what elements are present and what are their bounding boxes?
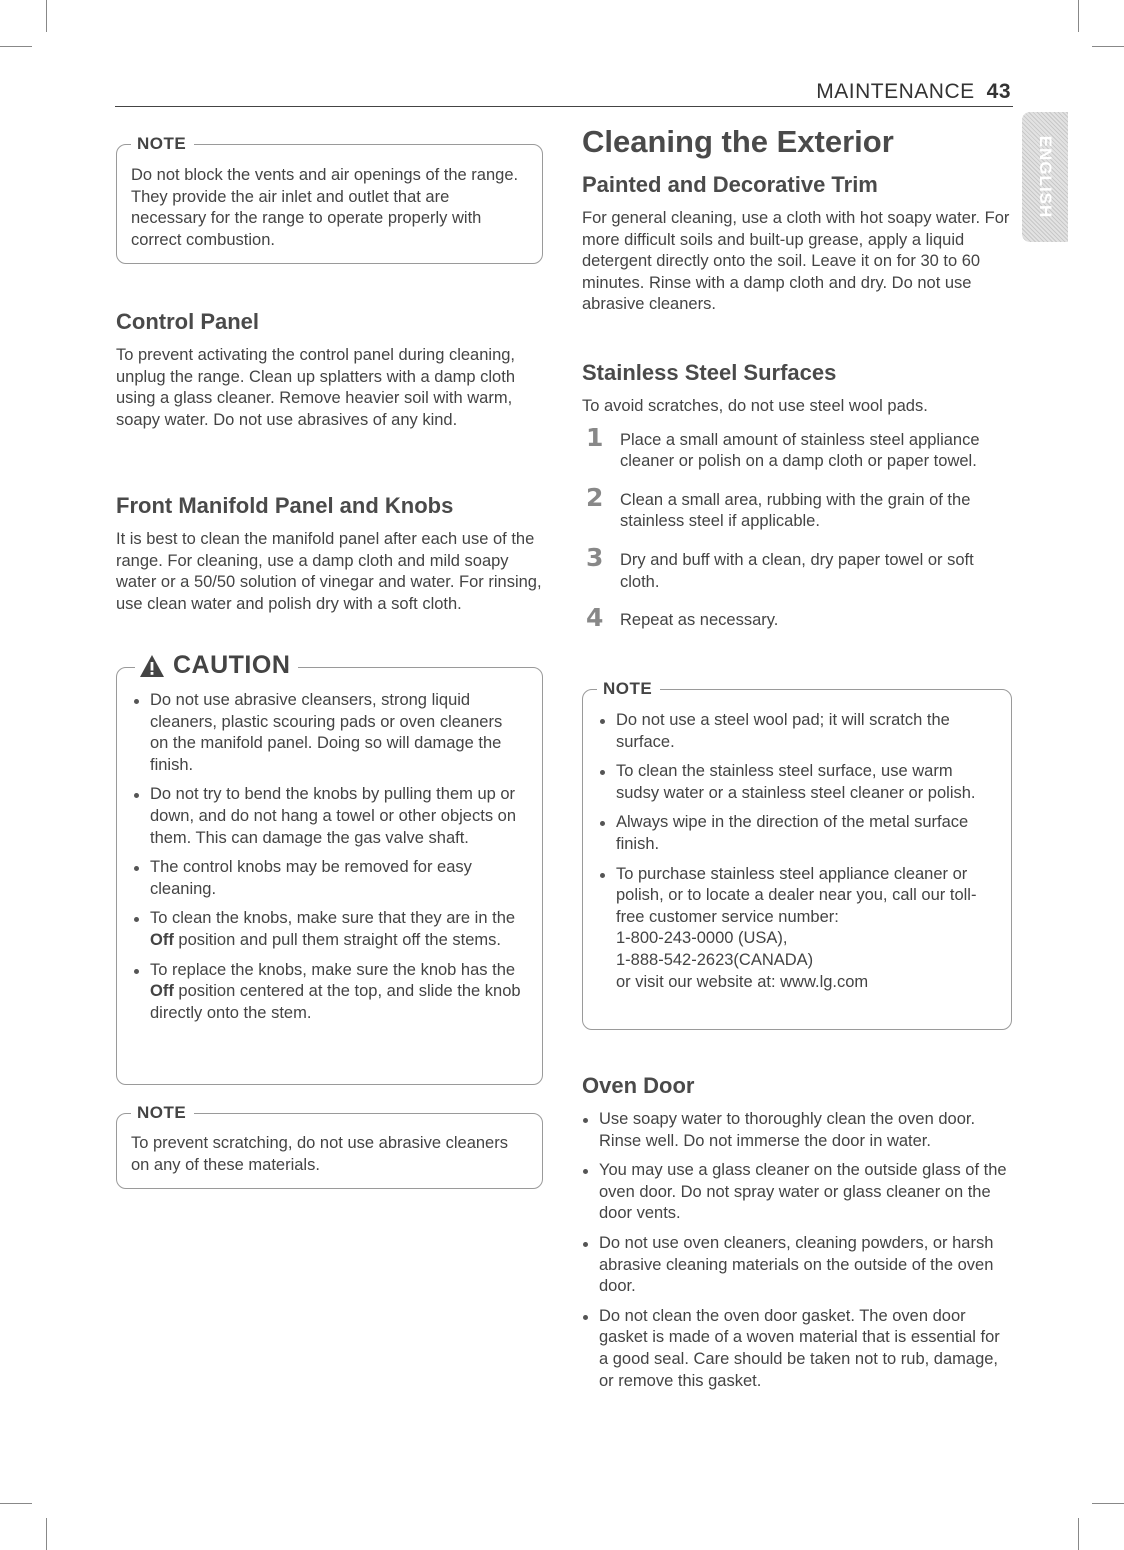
crop-mark (1078, 0, 1079, 32)
section-heading: Oven Door (582, 1073, 695, 1098)
crop-mark (0, 46, 32, 47)
step-number: 1 (586, 422, 604, 452)
list-item: Do not use oven cleaners, cleaning powders, or harsh abrasive cleaning materials on the outside of the oven door. (582, 1233, 1010, 1298)
section-heading: Front Manifold Panel and Knobs (116, 493, 454, 518)
caution-header (135, 651, 298, 680)
step-item (582, 482, 1010, 533)
step-text: Repeat as necessary. (620, 611, 779, 630)
caution-label: CAUTION (173, 651, 291, 679)
crop-mark (46, 0, 47, 32)
crop-mark (1078, 1518, 1079, 1550)
section-text: It is best to clean the manifold panel after each use of the range. For cleaning, use a damp cloth and mild soapy water or a 50/50 solution of vinegar and water. For rinsing, use clean water and polish dry with a soft cloth. (116, 530, 542, 613)
list-item: To clean the knobs, make sure that they are in the Off position and pull them straight off the stems. (133, 908, 525, 951)
phone-canada: 1-888-542-2623(CANADA) (616, 950, 814, 969)
list-item (599, 864, 993, 994)
running-header (816, 80, 1011, 104)
note-box-stainless (582, 679, 1012, 1030)
list-item: You may use a glass cleaner on the outside glass of the oven door. Do not spray water or glass cleaner on the door vents. (582, 1160, 1010, 1225)
phone-usa: 1-800-243-0000 (USA), (616, 929, 788, 948)
note-text: To prevent scratching, do not use abrasive cleaners on any of these materials. (131, 1134, 508, 1174)
section-heading: Painted and Decorative Trim (582, 172, 878, 197)
list-item: Do not use a steel wool pad; it will scratch the surface. (599, 710, 993, 753)
caution-box (116, 651, 543, 1085)
side-tab-label: ENGLISH (1036, 135, 1055, 219)
warning-icon (139, 654, 165, 678)
step-item (582, 603, 1010, 633)
section-heading: Control Panel (116, 309, 260, 334)
oven-door-section (582, 1073, 1010, 1400)
step-number: 3 (586, 542, 604, 572)
front-manifold-section (116, 493, 544, 615)
step-item (582, 422, 1010, 473)
list-item: To replace the knobs, make sure the knob has the Off position centered at the top, and slide the knob directly onto the stem. (133, 960, 525, 1025)
list-item: To clean the stainless steel surface, use warm sudsy water or a stainless steel cleaner or polish. (599, 761, 993, 804)
note-box-scratching (116, 1103, 543, 1189)
section-text: To avoid scratches, do not use steel wool pads. (582, 397, 928, 415)
step-text: Dry and buff with a clean, dry paper towel or soft cloth. (620, 550, 974, 591)
list-item: Do not clean the oven door gasket. The oven door gasket is made of a woven material that is essential for a good seal. Care should be taken not to rub, damage, or remove this gasket. (582, 1306, 1010, 1392)
note-label: NOTE (597, 679, 660, 699)
section-title: MAINTENANCE (816, 80, 975, 103)
page-number: 43 (986, 80, 1011, 103)
caution-list (133, 690, 525, 1032)
page-title: Cleaning the Exterior (582, 124, 894, 159)
crop-mark (0, 1503, 32, 1504)
control-panel-section (116, 309, 544, 431)
list-item: The control knobs may be removed for easy cleaning. (133, 857, 525, 900)
purchase-text: To purchase stainless steel appliance cleaner or polish, or to locate a dealer near you, call our toll-free customer service number: (616, 864, 977, 926)
crop-mark (1092, 46, 1124, 47)
step-item (582, 542, 1010, 593)
list-item: Do not try to bend the knobs by pulling them up or down, and do not hang a towel or other objects on them. This can damage the gas valve shaft. (133, 784, 525, 849)
stainless-section (582, 360, 1010, 649)
step-number: 4 (586, 603, 604, 633)
language-side-tab (1022, 112, 1068, 242)
steps-list (582, 422, 1010, 633)
crop-mark (1092, 1503, 1124, 1504)
step-number: 2 (586, 482, 604, 512)
note-label: NOTE (131, 1103, 194, 1123)
website-text: or visit our website at: www.lg.com (616, 972, 869, 991)
cleaning-exterior-section (582, 124, 1010, 316)
crop-mark (46, 1518, 47, 1550)
note-box-vents (116, 134, 543, 264)
section-heading: Stainless Steel Surfaces (582, 360, 837, 385)
header-rule (115, 106, 1013, 107)
note-list (599, 710, 993, 1001)
step-text: Clean a small area, rubbing with the grain of the stainless steel if applicable. (620, 490, 971, 531)
step-text: Place a small amount of stainless steel appliance cleaner or polish on a damp cloth or paper towel. (620, 430, 980, 471)
section-text: For general cleaning, use a cloth with hot soapy water. For more difficult soils and built-up grease, apply a liquid detergent directly onto the soil. Leave it on for 30 to 60 minutes. Rinse with a damp cloth and dry. Do not use abrasive cleaners. (582, 209, 1010, 314)
section-text: To prevent activating the control panel during cleaning, unplug the range. Clean up splatters with a damp cloth using a glass cleaner. Remove heavier soil with warm, soapy water. Do not use abrasives of any kind. (116, 346, 516, 429)
note-text: Do not block the vents and air openings of the range. They provide the air inlet and outlet that are necessary for the range to operate properly with correct combustion. (131, 166, 519, 249)
list-item: Do not use abrasive cleansers, strong liquid cleaners, plastic scouring pads or oven cleaners on the manifold panel. Doing so will damage the finish. (133, 690, 525, 776)
note-label: NOTE (131, 134, 194, 154)
list-item: Always wipe in the direction of the metal surface finish. (599, 812, 993, 855)
list-item: Use soapy water to thoroughly clean the oven door. Rinse well. Do not immerse the door in water. (582, 1109, 1010, 1152)
oven-door-list (582, 1109, 1010, 1392)
